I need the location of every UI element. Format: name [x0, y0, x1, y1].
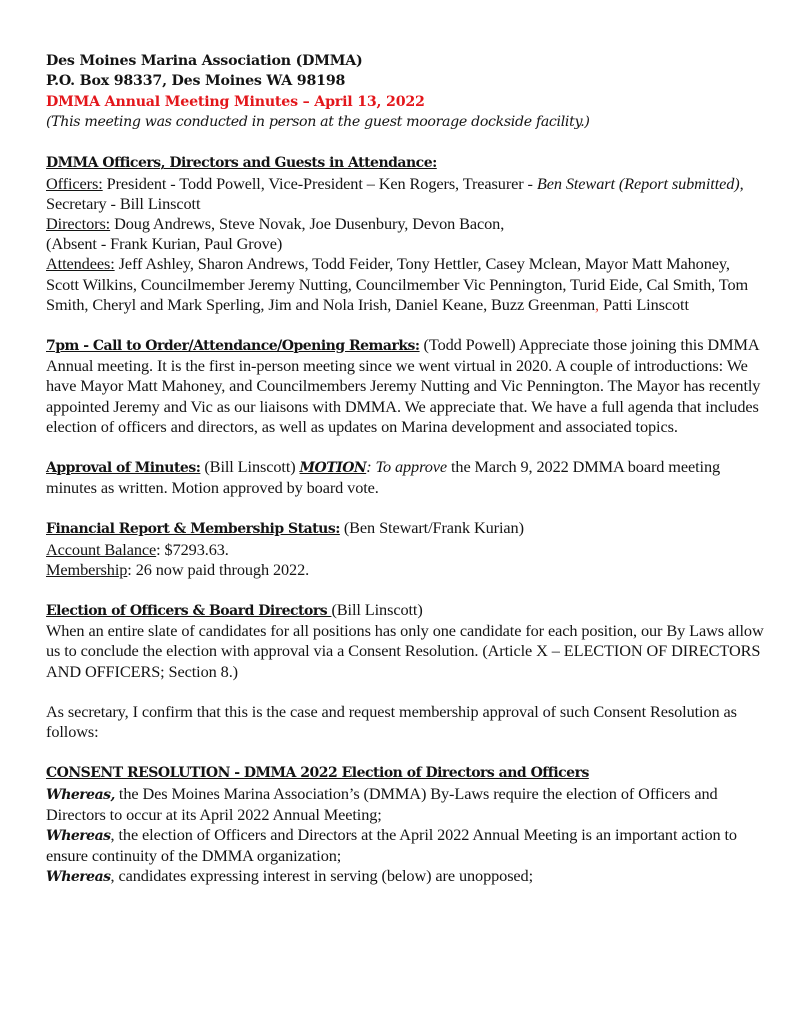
attendance-section: [46, 152, 766, 315]
attendance-heading: DMMA Officers, Directors and Guests in Attendance:: [46, 155, 437, 172]
call-to-order-text: (Todd Powell) Appreciate those joining this DMMA Annual meeting. It is the first in-person meeting since we went virtual in 2020. A couple of introductions: We have Mayor Matt Mahoney, and Councilmembers Jeremy Nutting and Vic Pennington. The Mayor has recently appointed Jeremy and Vic as our liaisons with DMMA. We appreciate that. We have a full agenda that includes election of officers and directors, as well as updates on Marina development and associated topics.: [46, 335, 761, 436]
attendees-last: Patti Linscott: [599, 294, 689, 314]
officers-text: President - Todd Powell, Vice-President – Ken Rogers, Treasurer -: [102, 173, 537, 193]
attendees-line: [46, 254, 766, 315]
election-text: When an entire slate of candidates for all positions has only one candidate for each position, our By Laws allow us to conclude the election with approval via a Consent Resolution. (Article X – ELECTION OF DIRECTORS AND OFFICERS; Section 8.): [46, 621, 764, 681]
officers-label: Officers:: [46, 173, 103, 193]
membership-label: Membership: [46, 559, 128, 579]
meeting-note: (This meeting was conducted in person at the guest moorage dockside facility.): [46, 114, 590, 131]
financial-heading: Financial Report & Membership Status:: [46, 521, 340, 538]
document-page: [46, 51, 766, 888]
officers-line: [46, 174, 766, 214]
treasurer-name: Ben Stewart (Report submitted),: [536, 173, 744, 193]
call-to-order-heading: 7pm - Call to Order/Attendance/Opening Remarks:: [46, 338, 420, 355]
whereas-clause: [46, 825, 766, 866]
financial-presenter: (Ben Stewart/Frank Kurian): [339, 518, 524, 538]
document-title: DMMA Annual Meeting Minutes – April 13, 2022: [46, 93, 425, 110]
whereas-clause: [46, 866, 766, 887]
account-balance-line: [46, 540, 766, 560]
whereas-label: Whereas,: [46, 786, 115, 803]
resolution-heading: CONSENT RESOLUTION - DMMA 2022 Election of Directors and Officers: [46, 765, 589, 782]
balance-label: Account Balance: [46, 539, 157, 559]
directors-label: Directors:: [46, 214, 111, 234]
secretary-text: Secretary - Bill Linscott: [46, 193, 201, 213]
resolution-section: [46, 762, 766, 887]
directors-text: Doug Andrews, Steve Novak, Joe Dusenbury, Devon Bacon,: [110, 214, 505, 234]
motion-label: MOTION: [299, 460, 367, 477]
motion-italic: : To approve: [366, 457, 448, 477]
balance-value: : $7293.63.: [156, 539, 229, 559]
call-to-order-section: [46, 335, 766, 437]
membership-value: : 26 now paid through 2022.: [127, 559, 310, 579]
whereas-text: the Des Moines Marina Association’s (DMMA) By-Laws require the election of Officers and Directors to occur at its April 2022 Annual Meeting;: [46, 783, 718, 824]
election-presenter: (Bill Linscott): [331, 600, 423, 620]
approval-presenter: (Bill Linscott): [200, 457, 300, 477]
absent-line: (Absent - Frank Kurian, Paul Grove): [46, 234, 283, 254]
directors-line: [46, 214, 766, 234]
whereas-label: Whereas: [46, 869, 111, 886]
whereas-text: , the election of Officers and Directors at the April 2022 Annual Meeting is an important action to ensure continuity of the DMMA organization;: [46, 824, 737, 866]
secretary-confirmation: As secretary, I confirm that this is the case and request membership approval of such Consent Resolution as follows:: [46, 701, 737, 742]
approval-text: the March 9, 2022 DMMA board meeting minutes as written. Motion approved by board vote.: [46, 457, 721, 498]
whereas-label: Whereas: [46, 827, 111, 844]
attendees-label: Attendees:: [46, 254, 115, 274]
whereas-text: , candidates expressing interest in serving (below) are unopposed;: [110, 866, 534, 886]
approval-heading: Approval of Minutes:: [46, 460, 201, 477]
election-heading: Election of Officers & Board Directors: [46, 603, 332, 620]
whereas-clause: [46, 784, 766, 825]
financial-section: [46, 518, 766, 580]
org-name: Des Moines Marina Association (DMMA): [46, 53, 363, 69]
document-header: [46, 51, 766, 132]
membership-line: [46, 560, 766, 580]
attendees-text: Jeff Ashley, Sharon Andrews, Todd Feider, Tony Hettler, Casey Mclean, Mayor Matt Mahoney, Scott Wilkins, Councilmember Jeremy Nutting, Councilmember Vic Pennington, Turid Eide, Cal Smith, Tom Smith, Cheryl and Mark Sperling, Jim and Nola Irish, Daniel Keane, Buzz Greenman: [46, 254, 749, 314]
attendees-comma: ,: [595, 294, 600, 314]
org-address: P.O. Box 98337, Des Moines WA 98198: [46, 73, 346, 90]
approval-section: [46, 457, 766, 498]
election-section: [46, 600, 766, 742]
